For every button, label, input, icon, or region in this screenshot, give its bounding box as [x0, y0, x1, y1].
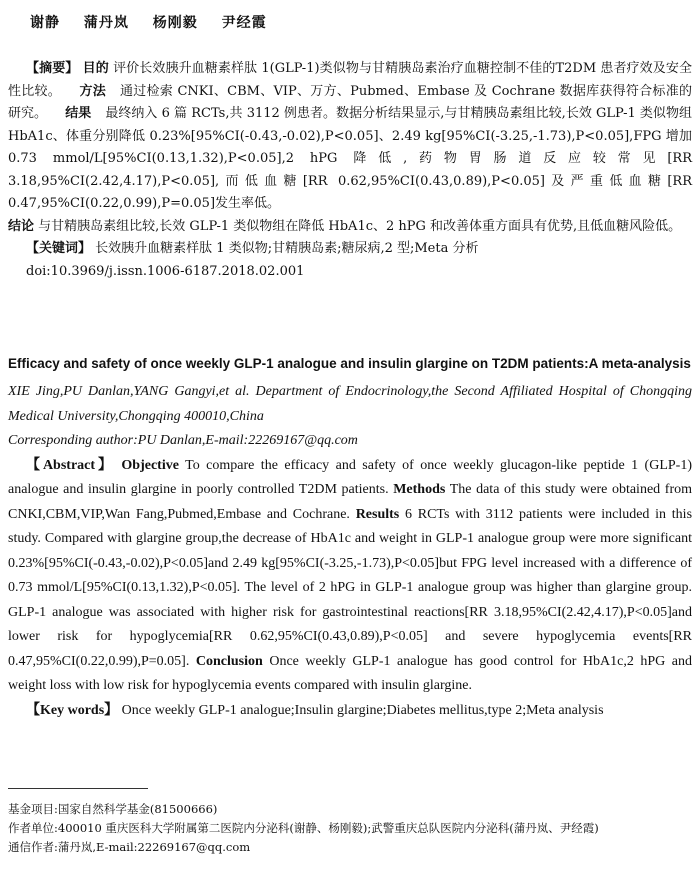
author-name: 蒲丹岚	[83, 15, 129, 31]
abstract-label: 【摘要】	[26, 61, 79, 76]
fund-footnote: 基金项目:国家自然科学基金(81500666)	[8, 802, 218, 816]
en-keywords-label: 【Key words】	[26, 702, 119, 718]
objective-label: 目的	[82, 61, 109, 76]
en-results-text: 6 RCTs with 3112 patients were included in this study. Compared with glargine group,the decrease of HbA1c and weight in GLP-1 analogue group were more significant 0.23%[95%CI(-0.43,-0.02),P<0.05]and 2.49 kg[95%CI(-3.25,-1.73),P<0.05]but FPG level increased with a difference of 0.73 mmol/L[95%CI(0.13,1.32),P<0.05]. The level of 2 hPG in GLP-1 analogue group was higher than glargine group. GLP-1 analogue was associated with higher risk for gastrointestinal reactions[RR 3.18,95%CI(2.42,4.17),P<0.05]and lower risk for hypoglycemia[RR 0.62,95%CI(0.43,0.89),P<0.05] and severe hypoglycemia events[RR 0.47,95%CI(0.22,0.99),P=0.05].	[8, 506, 693, 669]
english-abstract	[8, 380, 692, 723]
doi: doi:10.3969/j.issn.1006-6187.2018.02.001	[26, 263, 305, 279]
author-name: 杨刚毅	[152, 15, 198, 31]
chinese-abstract	[8, 58, 692, 283]
methods-label: 方法	[79, 83, 106, 99]
unit-footnote: 作者单位:400010 重庆医科大学附属第二医院内分泌科(谢静、杨刚毅);武警重庆总队医院内分泌科(蒲丹岚、尹经霞)	[8, 821, 599, 835]
english-authors-affiliation: XIE Jing,PU Danlan,YANG Gangyi,et al. Department of Endocrinology,the Second Affiliated Hospital of Chongqing Medical University,Chongqing 400010,China	[8, 384, 692, 424]
keywords-text: 长效胰升血糖素样肽 1 类似物;甘精胰岛素;糖尿病,2 型;Meta 分析	[95, 241, 479, 256]
en-methods-text: The data of this study were obtained from CNKI,CBM,VIP,Wan Fang,Pubmed,Embase and Cochrane.	[8, 482, 692, 522]
footnote-divider	[8, 788, 148, 789]
en-abstract-label: 【Abstract】	[26, 457, 115, 473]
english-title: Efficacy and safety of once weekly GLP-1 analogue and insulin glargine on T2DM patients:A meta-analysis	[8, 356, 691, 371]
results-label: 结果	[65, 106, 92, 121]
conclusion-label: 结论	[8, 218, 35, 234]
conclusion-text: 与甘精胰岛素组比较,长效 GLP-1 类似物组在降低 HbA1c、2 hPG 和改善体重方面具有优势,且低血糖风险低。	[38, 218, 682, 234]
en-objective-text: To compare the efficacy and safety of once weekly glucagon-like peptide 1 (GLP-1) analogue and insulin glargine in poorly controlled T2DM patients.	[8, 457, 692, 497]
chinese-authors	[30, 12, 692, 32]
en-conclusion-label: Conclusion	[195, 653, 263, 669]
en-keywords-text: Once weekly GLP-1 analogue;Insulin glargine;Diabetes mellitus,type 2;Meta analysis	[121, 702, 604, 718]
author-name: 谢静	[30, 15, 60, 31]
footnotes	[8, 800, 692, 857]
objective-text: 评价长效胰升血糖素样肽 1(GLP-1)类似物与甘精胰岛素治疗血糖控制不佳的T2DM 患者疗效及安全性比较。	[8, 61, 692, 99]
results-text: 最终纳入 6 篇 RCTs,共 3112 例患者。数据分析结果显示,与甘精胰岛素组比较,长效 GLP-1 类似物组 HbA1c、体重分别降低 0.23%[95%CI(-0.43,-0.02),P<0.05]、2.49 kg[95%CI(-3.25,-1.73),P<0.05],FPG 增加 0.73 mmol/L[95%CI(0.13,1.32),P<0.05],2 hPG 降低,药物胃肠道反应较常见[RR 3.18,95%CI(2.42,4.17),P<0.05],而低血糖[RR 0.62,95%CI(0.43,0.89),P<0.05]及严重低血糖[RR 0.47,95%CI(0.22,0.99),P=0.05]发生率低。	[8, 106, 692, 211]
author-name: 尹经霞	[221, 15, 267, 31]
en-results-label: Results	[355, 506, 400, 522]
methods-text: 通过检索 CNKI、CBM、VIP、万方、Pubmed、Embase 及 Cochrane 数据库获得符合标准的研究。	[8, 83, 692, 121]
keywords-label: 【关键词】	[26, 241, 92, 256]
en-methods-label: Methods	[393, 482, 446, 497]
correspondence-footnote: 通信作者:蒲丹岚,E-mail:22269167@qq.com	[8, 840, 251, 854]
en-conclusion-text: Once weekly GLP-1 analogue has good control for HbA1c,2 hPG and weight loss with low risk for hypoglycemia events compared with insulin glargine.	[8, 653, 693, 693]
en-objective-label: Objective	[121, 457, 179, 473]
corresponding-author: Corresponding author:PU Danlan,E-mail:22269167@qq.com	[8, 433, 358, 448]
